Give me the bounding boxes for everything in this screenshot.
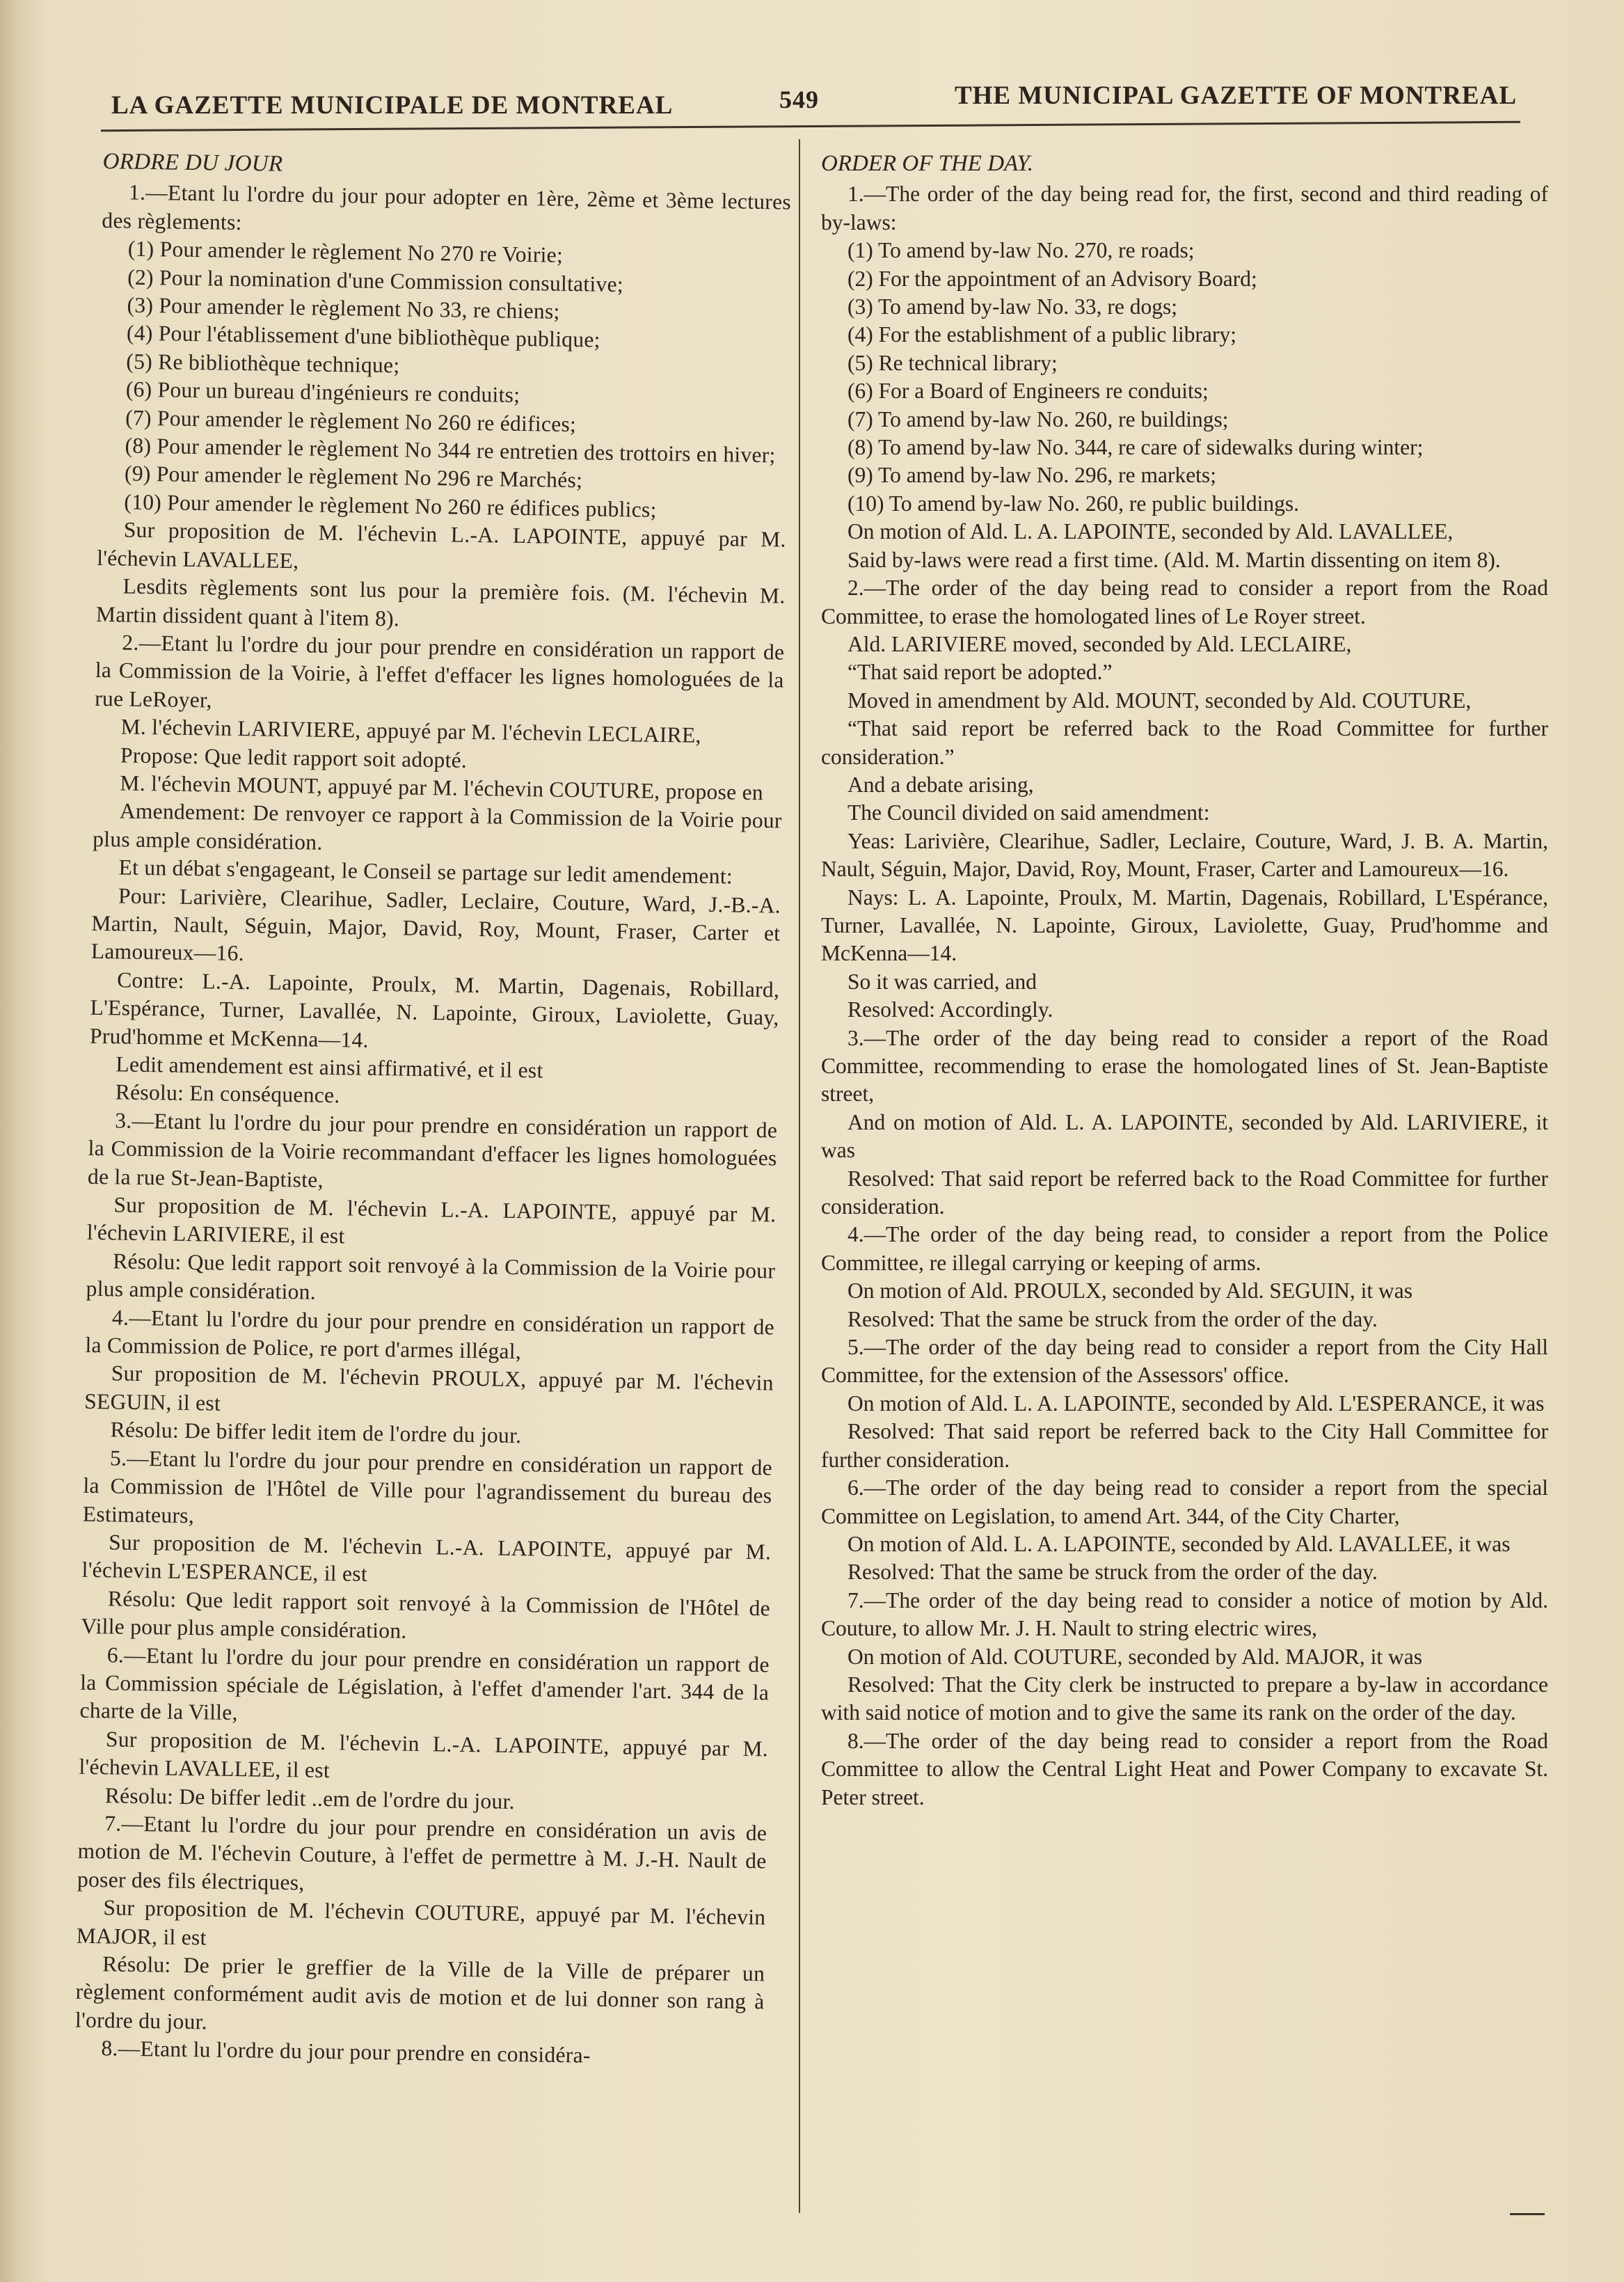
french-paragraph: 1.—Etant lu l'ordre du jour pour adopter en 1ère, 2ème et 3ème lectures des règlements: [102,180,792,235]
english-paragraph: Yeas: Larivière, Clearihue, Sadler, Leclaire, Couture, Ward, J. B. A. Martin, Nault, Séguin, Major, David, Roy, Mount, Fraser, Carter and Lamoureux—16. [821,828,1548,882]
french-paragraph: (8) Pour amender le règlement No 344 re entretien des trottoirs en hiver; [125,433,776,468]
page-number: 549 [779,86,819,113]
french-paragraph: (1) Pour amender le règlement No 270 re Voirie; [127,236,564,268]
french-paragraph: M. l'échevin LARIVIERE, appuyé par M. l'échevin LECLAIRE, [120,714,701,747]
french-paragraph: (9) Pour amender le règlement No 296 re Marchés; [124,461,583,493]
french-paragraph: 7.—Etant lu l'ordre du jour pour prendre en considération un avis de motion de M. l'échevin Couture, à l'effet de permettre à M. J.-H. Nault de poser des fils électriques, [77,1811,767,1895]
french-column [74,148,792,2073]
french-paragraph: Amendement: De renvoyer ce rapport à la Commission de la Voirie pour plus ample considération. [93,798,783,855]
english-paragraph: (9) To amend by-law No. 296, re markets; [847,463,1216,488]
english-paragraph: 2.—The order of the day being read to consider a report from the Road Committee, to erase the homologated lines of Le Royer street. [821,576,1548,628]
french-paragraph: Sur proposition de M. l'échevin L.-A. LAPOINTE, appuyé par M. l'échevin LARIVIERE, il est [86,1192,777,1249]
english-paragraph: “That said report be adopted.” [847,660,1113,685]
english-paragraph: (7) To amend by-law No. 260, re buildings; [847,406,1229,431]
french-paragraph: Résolu: De biffer ledit item de l'ordre du jour. [110,1417,522,1448]
french-paragraph: Sur proposition de M. l'échevin L.-A. LAPOINTE, appuyé par M. l'échevin L'ESPERANCE, il est [81,1530,772,1587]
english-paragraph: On motion of Ald. L. A. LAPOINTE, seconded by Ald. LAVALLEE, it was [847,1531,1511,1556]
english-heading: ORDER OF THE DAY. [821,151,1033,176]
english-paragraph: Resolved: That the City clerk be instructed to prepare a by-law in accordance with said notice of motion and to give the same its rank on the order of the day. [821,1672,1548,1725]
french-paragraph: Ledit amendement est ainsi affirmativé, et il est [116,1052,543,1083]
english-paragraph: (10) To amend by-law No. 260, re public buildings. [847,491,1299,516]
english-paragraph: On motion of Ald. PROULX, seconded by Ald. SEGUIN, it was [847,1278,1412,1304]
french-paragraph: 3.—Etant lu l'ordre du jour pour prendre en considération un rapport de la Commission de la Voirie recommandant d'effacer les lignes homologuées de la rue St-Jean-Baptiste, [87,1108,778,1192]
french-paragraph: Propose: Que ledit rapport soit adopté. [120,743,468,772]
french-paragraph: (4) Pour l'établissement d'une bibliothèque publique; [126,320,601,353]
french-paragraph: (7) Pour amender le règlement No 260 re édifices; [125,405,577,436]
english-paragraph: 7.—The order of the day being read to consider a notice of motion by Ald. Couture, to allow Mr. J. H. Nault to string electric wires, [821,1587,1548,1641]
english-paragraph: 3.—The order of the day being read to consider a report of the Road Committee, recommending to erase the homologated lines of St. Jean-Baptiste street, [821,1025,1548,1107]
french-paragraph: Sur proposition de M. l'échevin L.-A. LAPOINTE, appuyé par M. l'échevin LAVALLEE, [96,517,787,573]
french-paragraph: (2) Pour la nomination d'une Commission consultative; [127,264,624,296]
english-paragraph: On motion of Ald. L. A. LAPOINTE, seconded by Ald. LAVALLEE, [847,519,1454,544]
french-paragraph: Résolu: En conséquence. [115,1079,340,1108]
french-paragraph: Résolu: De biffer ledit ..em de l'ordre du jour. [104,1782,516,1814]
french-paragraph: Résolu: Que ledit rapport soit renvoyé à la Commission de la Voirie pour plus ample considération. [86,1249,776,1304]
french-paragraph: Et un débat s'engageant, le Conseil se partage sur ledit amendement: [118,855,733,889]
french-paragraph: 8.—Etant lu l'ordre du jour pour prendre en considéra- [101,2036,591,2068]
french-heading: ORDRE DU JOUR [102,148,283,177]
french-paragraph: M. l'échevin MOUNT, appuyé par M. l'échevin COUTURE, propose en [120,770,764,805]
english-paragraph: Moved in amendment by Ald. MOUNT, seconded by Ald. COUTURE, [847,688,1472,713]
french-paragraph: Sur proposition de M. l'échevin PROULX, appuyé par M. l'échevin SEGUIN, il est [84,1361,774,1416]
french-paragraph: Lesdits règlements sont lus pour la première fois. (M. l'échevin M. Martin dissident quant à l'item 8). [95,573,786,631]
english-paragraph: Resolved: That said report be referred back to the City Hall Committee for further consideration. [821,1419,1548,1472]
english-paragraph: “That said report be referred back to the Road Committee for further consideration.” [821,716,1548,769]
english-paragraph: And a debate arising, [847,772,1034,797]
english-paragraph: (6) For a Board of Engineers re conduits; [847,379,1209,404]
english-column [821,150,1548,1812]
english-paragraph: The Council divided on said amendment: [847,800,1210,825]
english-paragraph: And on motion of Ald. L. A. LAPOINTE, seconded by Ald. LARIVIERE, it was [821,1109,1548,1163]
english-paragraph: Resolved: Accordingly. [847,997,1053,1022]
english-paragraph: Said by-laws were read a first time. (Ald. M. Martin dissenting on item 8). [847,547,1501,572]
english-paragraph: Ald. LARIVIERE moved, seconded by Ald. LECLAIRE, [847,631,1352,656]
end-mark [1510,2206,1545,2215]
french-paragraph: Résolu: Que ledit rapport soit renvoyé à la Commission de l'Hôtel de Ville pour plus ample considération. [81,1586,771,1643]
english-paragraph: On motion of Ald. L. A. LAPOINTE, seconded by Ald. L'ESPERANCE, it was [847,1390,1545,1416]
french-paragraph: 5.—Etant lu l'ordre du jour pour prendre en considération un rapport de la Commission de l'Hôtel de Ville pour l'agrandissement du bureau des Estimateurs, [82,1445,773,1528]
french-paragraph: (6) Pour un bureau d'ingénieurs re conduits; [125,377,520,408]
english-paragraph: (5) Re technical library; [847,350,1058,375]
french-running-title: LA GAZETTE MUNICIPALE DE MONTREAL [111,91,674,120]
french-paragraph: 2.—Etant lu l'ordre du jour pour prendre en considération un rapport de la Commission de la Voirie, à l'effet d'effacer les lignes homologuées de la rue LeRoyer, [95,630,785,713]
english-paragraph: (2) For the appointment of an Advisory Board; [847,266,1257,291]
french-paragraph: (5) Re bibliothèque technique; [126,349,400,378]
english-paragraph: Resolved: That said report be referred back to the Road Committee for further consideration. [821,1166,1548,1219]
english-paragraph: On motion of Ald. COUTURE, seconded by Ald. MAJOR, it was [847,1644,1422,1669]
french-paragraph: Pour: Larivière, Clearihue, Sadler, Leclaire, Couture, Ward, J.-B.-A. Martin, Nault, Séguin, Major, David, Roy, Mount, Fraser, Carter et Lamoureux—16. [90,883,781,966]
english-paragraph: (1) To amend by-law No. 270, re roads; [847,238,1195,263]
french-paragraph: (10) Pour amender le règlement No 260 re édifices publics; [124,489,657,522]
english-paragraph: 8.—The order of the day being read to consider a report from the Road Committee to allow the Central Light Heat and Power Company to excavate St. Peter street. [821,1728,1548,1809]
english-paragraph: (8) To amend by-law No. 344, re care of sidewalks during winter; [847,435,1424,460]
column-divider [799,139,800,2213]
english-paragraph: (3) To amend by-law No. 33, re dogs; [847,294,1177,319]
french-paragraph: 6.—Etant lu l'ordre du jour pour prendre en considération un rapport de la Commission spéciale de Législation, à l'effet d'amender l'art. 344 de la charte de la Ville, [79,1642,770,1725]
english-paragraph: Resolved: That the same be struck from the order of the day. [847,1306,1378,1331]
english-paragraph: 5.—The order of the day being read to consider a report from the City Hall Committee, for the extension of the Assessors' office. [821,1335,1548,1388]
english-paragraph: So it was carried, and [847,969,1037,994]
french-paragraph: 4.—Etant lu l'ordre du jour pour prendre en considération un rapport de la Commission de Police, re port d'armes illégal, [85,1305,775,1364]
french-paragraph: Résolu: De prier le greffier de la Ville de la Ville de préparer un règlement conformément audit avis de motion et de lui donner son rang à l'ordre du jour. [74,1951,765,2034]
english-paragraph: 4.—The order of the day being read, to consider a report from the Police Committee, re illegal carrying or keeping of arms. [821,1222,1548,1275]
french-paragraph: Sur proposition de M. l'échevin L.-A. LAPOINTE, appuyé par M. l'échevin LAVALLEE, il est [79,1727,769,1783]
english-paragraph: 6.—The order of the day being read to consider a report from the special Committee on Legislation, to amend Art. 344, of the City Charter, [821,1475,1548,1528]
page-header [104,75,1517,124]
english-running-title: THE MUNICIPAL GAZETTE OF MONTREAL [954,81,1517,110]
french-paragraph: Sur proposition de M. l'échevin COUTURE, appuyé par M. l'échevin MAJOR, il est [76,1895,766,1950]
english-paragraph: Resolved: That the same be struck from the order of the day. [847,1560,1378,1585]
english-paragraph: 1.—The order of the day being read for, the first, second and third reading of by-laws: [821,182,1548,235]
english-paragraph: Nays: L. A. Lapointe, Proulx, M. Martin, Dagenais, Robillard, L'Espérance, Turner, Lavallée, N. Lapointe, Giroux, Laviolette, Guay, Prud'homme and McKenna—14. [821,885,1548,966]
english-paragraph: (4) For the establishment of a public library; [847,322,1236,347]
french-paragraph: Contre: L.-A. Lapointe, Proulx, M. Martin, Dagenais, Robillard, L'Espérance, Turner, Lavallée, N. Lapointe, Giroux, Laviolette, Guay, Prud'homme et McKenna—14. [89,967,780,1052]
french-paragraph: (3) Pour amender le règlement No 33, re chiens; [127,292,560,324]
